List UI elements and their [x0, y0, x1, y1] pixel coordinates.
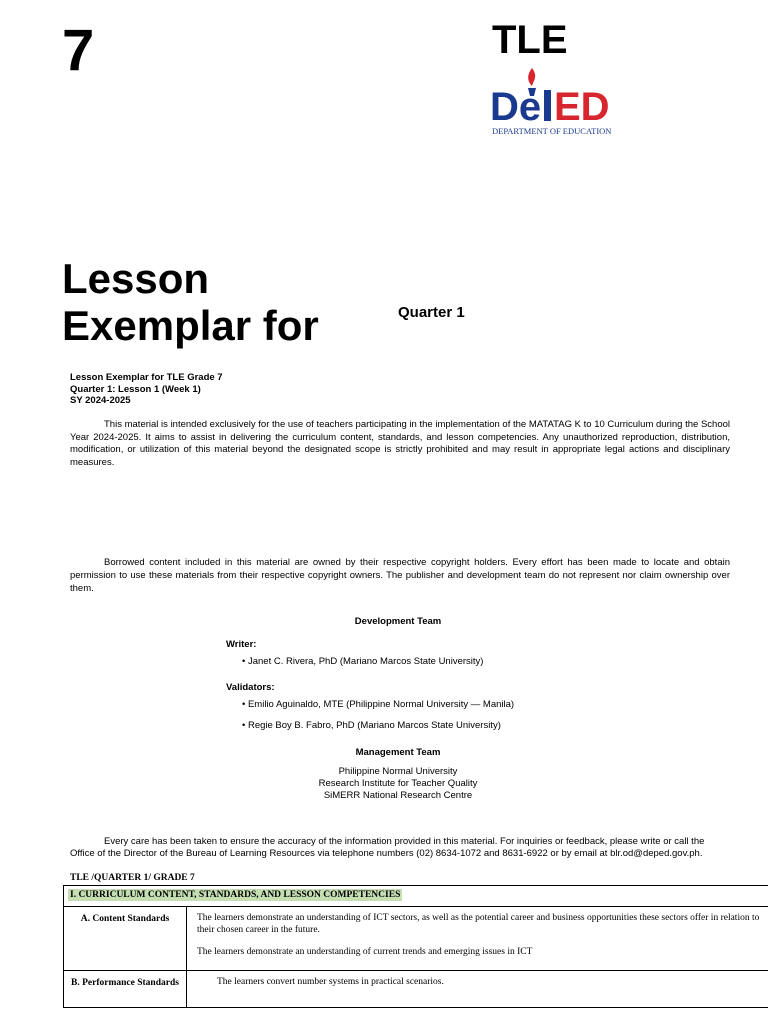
management-team-list	[0, 766, 768, 802]
meta-line: Quarter 1: Lesson 1 (Week 1)	[70, 383, 201, 395]
lesson-title-line1: Lesson	[62, 255, 210, 302]
feedback-notice	[70, 836, 730, 860]
content-standard-text: The learners demonstrate an understanding of ICT sectors, as well as the potential career and business opportunities these sectors offer in relation to their chosen career in the future.	[197, 913, 760, 935]
validator-item: • Emilio Aguinaldo, MTE (Philippine Normal University — Manila)	[242, 699, 515, 710]
lesson-meta	[70, 372, 223, 407]
table-heading: TLE /QUARTER 1/ GRADE 7	[70, 873, 195, 883]
row-content	[187, 907, 768, 971]
usage-notice-text: This material is intended exclusively for the use of teachers participating in the implementation of the MATATAG K to 10 Curriculum during the School Year 2024-2025. It aims to assist in delivering the curriculum content, standards, and lesson competencies. Any unauthorized reproduction, distribution, modification, or utilization of this material beyond the designated scope is strictly prohibited and may result in appropriate legal actions and disciplinary measures.	[70, 419, 730, 468]
copyright-notice	[70, 556, 730, 595]
development-team-heading: Development Team	[354, 616, 442, 627]
logo-wordmark-right: ED	[554, 85, 610, 129]
logo-wordmark-left: De	[490, 85, 542, 129]
writer-label: Writer:	[226, 639, 257, 650]
feedback-notice-text: Every care has been taken to ensure the accuracy of the information provided in this material. For inquiries or feedback, please write or call the Office of the Director of the Bureau of Learning Resources via telephone numbers (02) 8634-1072 and 8631-6922 or by email at blr.od@deped.gov.ph.	[70, 836, 705, 859]
writer-item: • Janet C. Rivera, PhD (Mariano Marcos State University)	[242, 656, 484, 667]
content-standard-text: The learners demonstrate an understanding of current trends and emerging issues in ICT	[197, 947, 533, 957]
management-line: Philippine Normal University	[338, 766, 458, 777]
row-label: B. Performance Standards	[64, 970, 187, 1007]
meta-line: SY 2024-2025	[70, 395, 131, 406]
management-team-heading: Management Team	[355, 747, 441, 758]
grade-number: 7	[62, 18, 95, 83]
management-line: SiMERR National Research Centre	[323, 790, 473, 801]
lesson-title-line2: Exemplar for	[62, 302, 319, 349]
lesson-title	[62, 255, 319, 349]
torch-handle-icon	[544, 90, 551, 121]
meta-line: Lesson Exemplar for TLE Grade 7	[70, 372, 223, 383]
row-content: The learners convert number systems in practical scenarios.	[187, 970, 768, 1007]
row-label: A. Content Standards	[64, 907, 187, 971]
management-line: Research Institute for Teacher Quality	[318, 778, 478, 789]
copyright-notice-text: Borrowed content included in this material are owned by their respective copyright holders. Every effort has been made to locate and obtain permission to use these materials from their respective copyright owners. The publisher and development team do not represent nor claim ownership over them.	[70, 557, 730, 594]
validator-item: • Regie Boy B. Fabro, PhD (Mariano Marcos State University)	[242, 720, 501, 731]
logo-caption: DEPARTMENT OF EDUCATION	[492, 126, 612, 136]
usage-notice	[70, 419, 730, 469]
validators-label: Validators:	[226, 682, 275, 693]
subject-title: TLE	[492, 18, 568, 62]
table-section-cell	[64, 886, 768, 907]
curriculum-table	[63, 885, 768, 1008]
deped-logo	[488, 66, 628, 138]
table-section-row	[64, 886, 768, 907]
table-row	[64, 970, 768, 1007]
table-row	[64, 907, 768, 971]
quarter-label: Quarter 1	[398, 304, 465, 321]
section-title: I. CURRICULUM CONTENT, STANDARDS, AND LESSON COMPETENCIES	[70, 890, 401, 900]
